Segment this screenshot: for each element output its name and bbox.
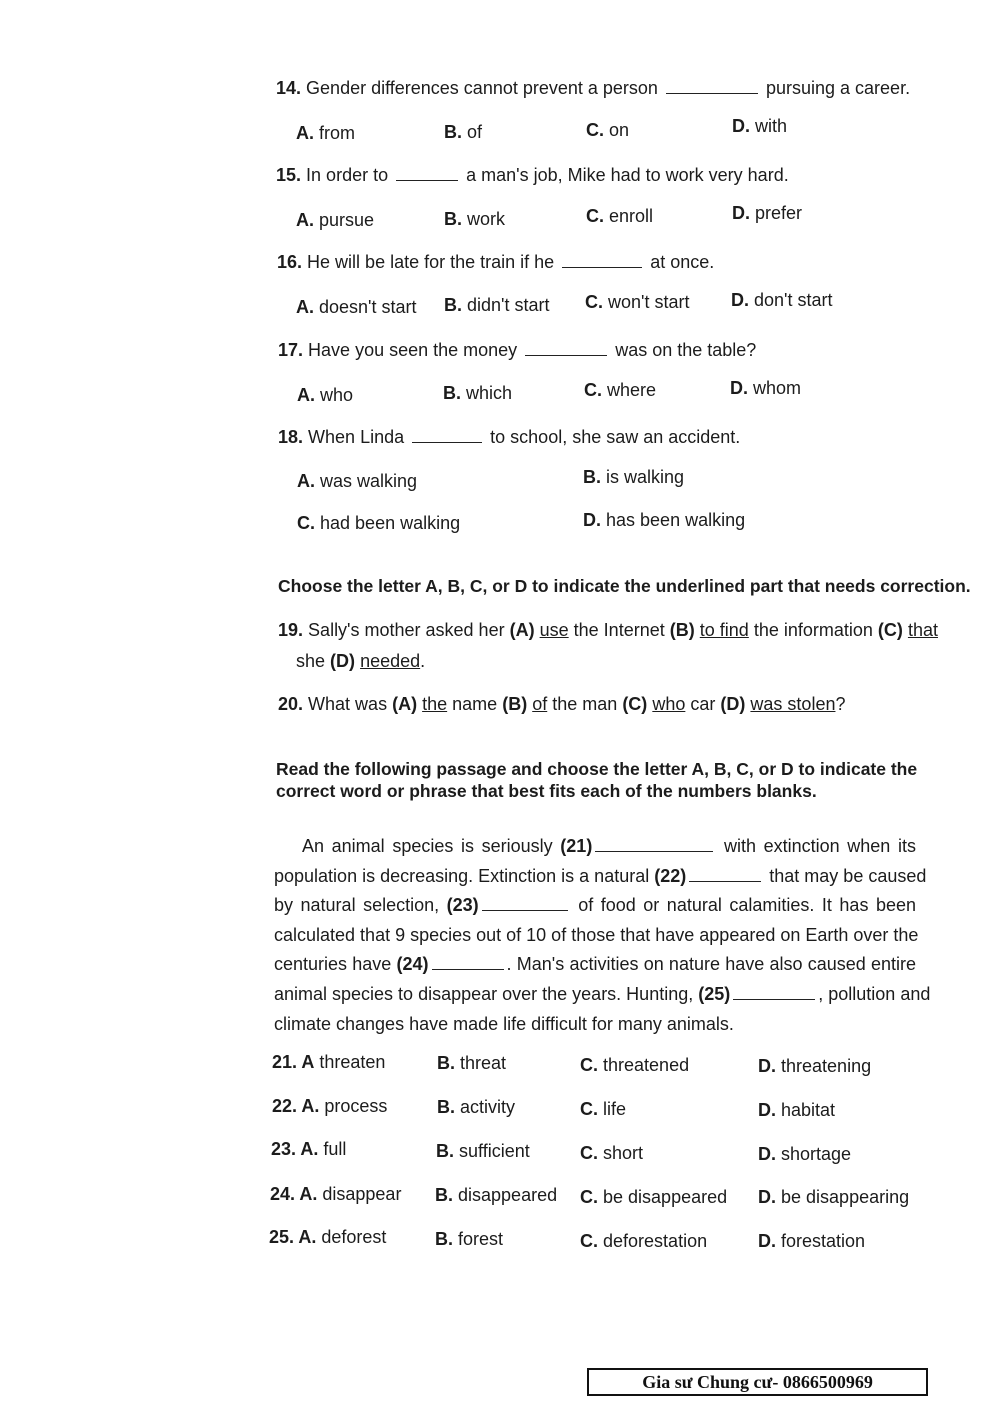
option-a[interactable]: full (323, 1139, 347, 1159)
passage-text: animal species to disappear over the years. Hunting, (274, 983, 694, 1004)
blank-number: (23) (446, 895, 479, 916)
blank-number: (25) (698, 983, 731, 1004)
blank-number: (24) (396, 954, 429, 975)
passage-line (274, 1010, 916, 1040)
option-letter: C. (586, 120, 604, 140)
option-d[interactable] (758, 1056, 871, 1077)
passage-text: by natural selection, (274, 895, 440, 916)
passage-text: centuries have (274, 954, 392, 975)
marker-c: (C) (877, 620, 903, 640)
option-a[interactable] (297, 471, 417, 492)
option-text: be disappeared (603, 1187, 728, 1207)
option-text: is walking (606, 467, 685, 487)
marker-a: (A) (392, 694, 418, 714)
question-text: to school, she saw an accident. (490, 427, 741, 447)
option-letter: A. (296, 123, 314, 143)
section-instruction: Choose the letter A, B, C, or D to indicate the underlined part that needs correction. (278, 576, 971, 596)
option-c[interactable] (580, 1231, 707, 1252)
option-text: life (603, 1099, 627, 1119)
option-letter: B. (436, 1141, 454, 1161)
option-text: activity (460, 1097, 516, 1117)
option-b[interactable] (444, 295, 550, 316)
option-b[interactable] (436, 1141, 530, 1162)
option-text: work (467, 209, 506, 229)
underlined-part-a[interactable]: use (539, 620, 569, 640)
option-text: on (609, 120, 630, 140)
answer-blank[interactable] (412, 441, 482, 443)
option-letter: B. (444, 209, 462, 229)
option-c[interactable] (586, 120, 629, 141)
option-letter: B. (444, 295, 462, 315)
option-letter: D. (758, 1100, 776, 1120)
option-text: threatening (781, 1056, 872, 1076)
option-letter: C. (297, 513, 315, 533)
option-b[interactable] (443, 383, 512, 404)
question-16 (277, 252, 714, 273)
option-c[interactable] (580, 1099, 626, 1120)
underlined-part-d[interactable]: needed (360, 651, 421, 671)
option-text: from (319, 123, 356, 143)
question-text: When Linda (308, 427, 405, 447)
option-text: which (466, 383, 513, 403)
option-a[interactable]: disappear (322, 1184, 402, 1204)
question-17 (278, 340, 756, 361)
option-text: enroll (609, 206, 654, 226)
option-letter: B. (435, 1185, 453, 1205)
question-number: 17. (278, 340, 304, 360)
answer-row (269, 1227, 386, 1248)
option-letter: C. (580, 1143, 598, 1163)
passage-blank[interactable] (595, 850, 713, 852)
question-20 (278, 694, 845, 715)
option-b[interactable] (435, 1229, 503, 1250)
option-b[interactable] (444, 122, 482, 143)
option-a[interactable] (296, 297, 417, 318)
option-letter: D. (731, 290, 749, 310)
question-text: What was (308, 694, 388, 714)
option-text: deforestation (603, 1231, 708, 1251)
option-letter: C. (584, 380, 602, 400)
option-text: prefer (755, 203, 803, 223)
option-letter: B. (444, 122, 462, 142)
option-letter: B. (443, 383, 461, 403)
option-text: was walking (320, 471, 418, 491)
question-text: Sally's mother asked her (308, 620, 505, 640)
question-number: 25. A. (269, 1227, 317, 1247)
option-letter: C. (585, 292, 603, 312)
question-14 (276, 78, 910, 99)
passage-text: An animal species is seriously (302, 836, 553, 856)
option-letter: A. (296, 210, 314, 230)
option-d[interactable] (730, 378, 801, 399)
option-d[interactable] (758, 1100, 835, 1121)
passage-blank[interactable] (733, 998, 815, 1000)
question-text: In order to (306, 165, 389, 185)
marker-d: (D) (720, 694, 746, 714)
option-a[interactable] (296, 123, 355, 144)
marker-d: (D) (330, 651, 356, 671)
underlined-part-c[interactable]: that (907, 620, 938, 640)
underlined-part-c[interactable]: who (652, 694, 686, 714)
option-d[interactable] (758, 1231, 865, 1252)
question-text: Gender differences cannot prevent a person (306, 78, 658, 98)
option-text: sufficient (459, 1141, 530, 1161)
passage-line (274, 891, 916, 921)
option-text: had been walking (320, 513, 461, 533)
option-a[interactable] (297, 385, 353, 406)
answer-blank[interactable] (562, 266, 642, 268)
question-number: 14. (276, 78, 302, 98)
option-c[interactable] (585, 292, 689, 313)
passage-text: of food or natural calamities. It has been (578, 895, 916, 916)
passage-text: . Man's activities on nature have also caused entire (506, 954, 916, 975)
marker-b: (B) (669, 620, 695, 640)
option-text: don't start (754, 290, 833, 310)
answer-blank[interactable] (525, 354, 607, 356)
question-text: car (690, 694, 716, 714)
option-text: be disappearing (781, 1187, 910, 1207)
option-b[interactable] (437, 1097, 515, 1118)
option-c[interactable] (580, 1187, 727, 1208)
option-text: forestation (781, 1231, 866, 1251)
question-number: 16. (277, 252, 303, 272)
question-text: the Internet (573, 620, 665, 640)
option-a[interactable]: threaten (319, 1052, 386, 1072)
option-text: won't start (608, 292, 690, 312)
passage-blank[interactable] (432, 968, 504, 970)
question-19-continued (296, 651, 425, 672)
underlined-part-b[interactable]: to find (699, 620, 749, 640)
option-text: pursue (319, 210, 375, 230)
option-c[interactable] (297, 513, 460, 534)
option-d[interactable] (758, 1144, 851, 1165)
option-letter: D. (758, 1231, 776, 1251)
passage-line (274, 862, 927, 892)
question-18 (278, 427, 740, 448)
reading-passage (274, 832, 931, 1039)
option-text: habitat (781, 1100, 836, 1120)
passage-text: that may be caused (769, 865, 927, 886)
option-a[interactable]: deforest (321, 1227, 387, 1247)
option-d[interactable] (732, 203, 802, 224)
answer-blank[interactable] (666, 92, 758, 94)
option-letter: C. (580, 1231, 598, 1251)
question-text: the information (753, 620, 873, 640)
passage-text: , pollution and (818, 983, 931, 1004)
passage-line (274, 832, 916, 862)
question-15 (276, 165, 789, 186)
option-c[interactable] (580, 1143, 643, 1164)
option-text: short (603, 1143, 644, 1163)
passage-line (274, 921, 919, 951)
question-number: 15. (276, 165, 302, 185)
question-number: 23. A. (271, 1139, 319, 1159)
question-19 (278, 620, 938, 641)
option-letter: A. (297, 471, 315, 491)
option-text: doesn't start (319, 297, 417, 317)
question-text: He will be late for the train if he (307, 252, 555, 272)
passage-text: calculated that 9 species out of 10 of those that have appeared on Earth over the (274, 924, 919, 945)
answer-row (272, 1096, 387, 1117)
option-b[interactable] (444, 209, 505, 230)
option-letter: D. (583, 510, 601, 530)
option-d[interactable] (732, 116, 787, 137)
option-d[interactable] (583, 510, 745, 531)
option-letter: B. (437, 1053, 455, 1073)
option-b[interactable] (437, 1053, 506, 1074)
option-text: has been walking (606, 510, 746, 530)
question-text: pursuing a career. (765, 78, 911, 98)
blank-number: (22) (654, 865, 687, 886)
passage-blank[interactable] (689, 880, 761, 882)
question-text: a man's job, Mike had to work very hard. (466, 165, 789, 185)
option-letter: D. (758, 1056, 776, 1076)
marker-a: (A) (509, 620, 535, 640)
option-letter: B. (437, 1097, 455, 1117)
option-letter: C. (580, 1099, 598, 1119)
passage-line (274, 980, 931, 1010)
answer-row (272, 1052, 385, 1073)
question-text: was on the table? (615, 340, 757, 360)
question-number: 22. A. (272, 1096, 320, 1116)
option-letter: B. (435, 1229, 453, 1249)
option-text: forest (458, 1229, 504, 1249)
option-letter: C. (580, 1187, 598, 1207)
marker-b: (B) (502, 694, 528, 714)
option-text: didn't start (467, 295, 550, 315)
option-text: threatened (603, 1055, 690, 1075)
passage-text: population is decreasing. Extinction is a natural (274, 865, 650, 886)
option-letter: D. (732, 116, 750, 136)
underlined-part-a[interactable]: the (422, 694, 448, 714)
option-c[interactable] (584, 380, 656, 401)
option-letter: C. (586, 206, 604, 226)
answer-blank[interactable] (396, 179, 458, 181)
option-text: disappeared (458, 1185, 558, 1205)
option-text: who (320, 385, 354, 405)
option-c[interactable] (586, 206, 653, 227)
option-b[interactable] (435, 1185, 557, 1206)
option-letter: D. (758, 1187, 776, 1207)
option-d[interactable] (731, 290, 833, 311)
punctuation: ? (835, 694, 846, 714)
passage-blank[interactable] (482, 909, 568, 911)
question-number: 24. A. (270, 1184, 318, 1204)
option-letter: A. (296, 297, 314, 317)
punctuation: . (420, 651, 426, 671)
section-instruction-line-2: correct word or phrase that best fits each of the numbers blanks. (276, 781, 817, 801)
option-text: threat (460, 1053, 507, 1073)
option-letter: D. (732, 203, 750, 223)
underlined-part-d[interactable]: was stolen (750, 694, 836, 714)
option-c[interactable] (580, 1055, 689, 1076)
question-text: at once. (650, 252, 715, 272)
question-number: 20. (278, 694, 304, 714)
option-d[interactable] (758, 1187, 909, 1208)
option-a[interactable]: process (324, 1096, 388, 1116)
option-text: of (467, 122, 483, 142)
option-b[interactable] (583, 467, 684, 488)
question-text: Have you seen the money (308, 340, 518, 360)
question-text: name (452, 694, 498, 714)
blank-number: (21) (560, 836, 593, 856)
section-instruction-line-1: Read the following passage and choose the letter A, B, C, or D to indicate the (276, 759, 918, 779)
option-letter: B. (583, 467, 601, 487)
question-number: 18. (278, 427, 304, 447)
footer-contact-box: Gia sư Chung cư- 0866500969 (587, 1368, 928, 1396)
answer-row (270, 1184, 401, 1205)
option-text: where (607, 380, 657, 400)
option-letter: D. (758, 1144, 776, 1164)
option-a[interactable] (296, 210, 374, 231)
passage-text: climate changes have made life difficult for many animals. (274, 1013, 734, 1034)
passage-text: with extinction when its (723, 836, 916, 856)
passage-line (274, 950, 916, 980)
option-text: whom (753, 378, 802, 398)
question-number: 21. A (272, 1052, 315, 1072)
option-text: shortage (781, 1144, 852, 1164)
option-letter: A. (297, 385, 315, 405)
question-number: 19. (278, 620, 304, 640)
answer-row (271, 1139, 346, 1160)
question-text: she (296, 651, 326, 671)
marker-c: (C) (622, 694, 648, 714)
option-letter: C. (580, 1055, 598, 1075)
option-letter: D. (730, 378, 748, 398)
option-text: with (755, 116, 788, 136)
underlined-part-b[interactable]: of (532, 694, 548, 714)
question-text: the man (552, 694, 618, 714)
